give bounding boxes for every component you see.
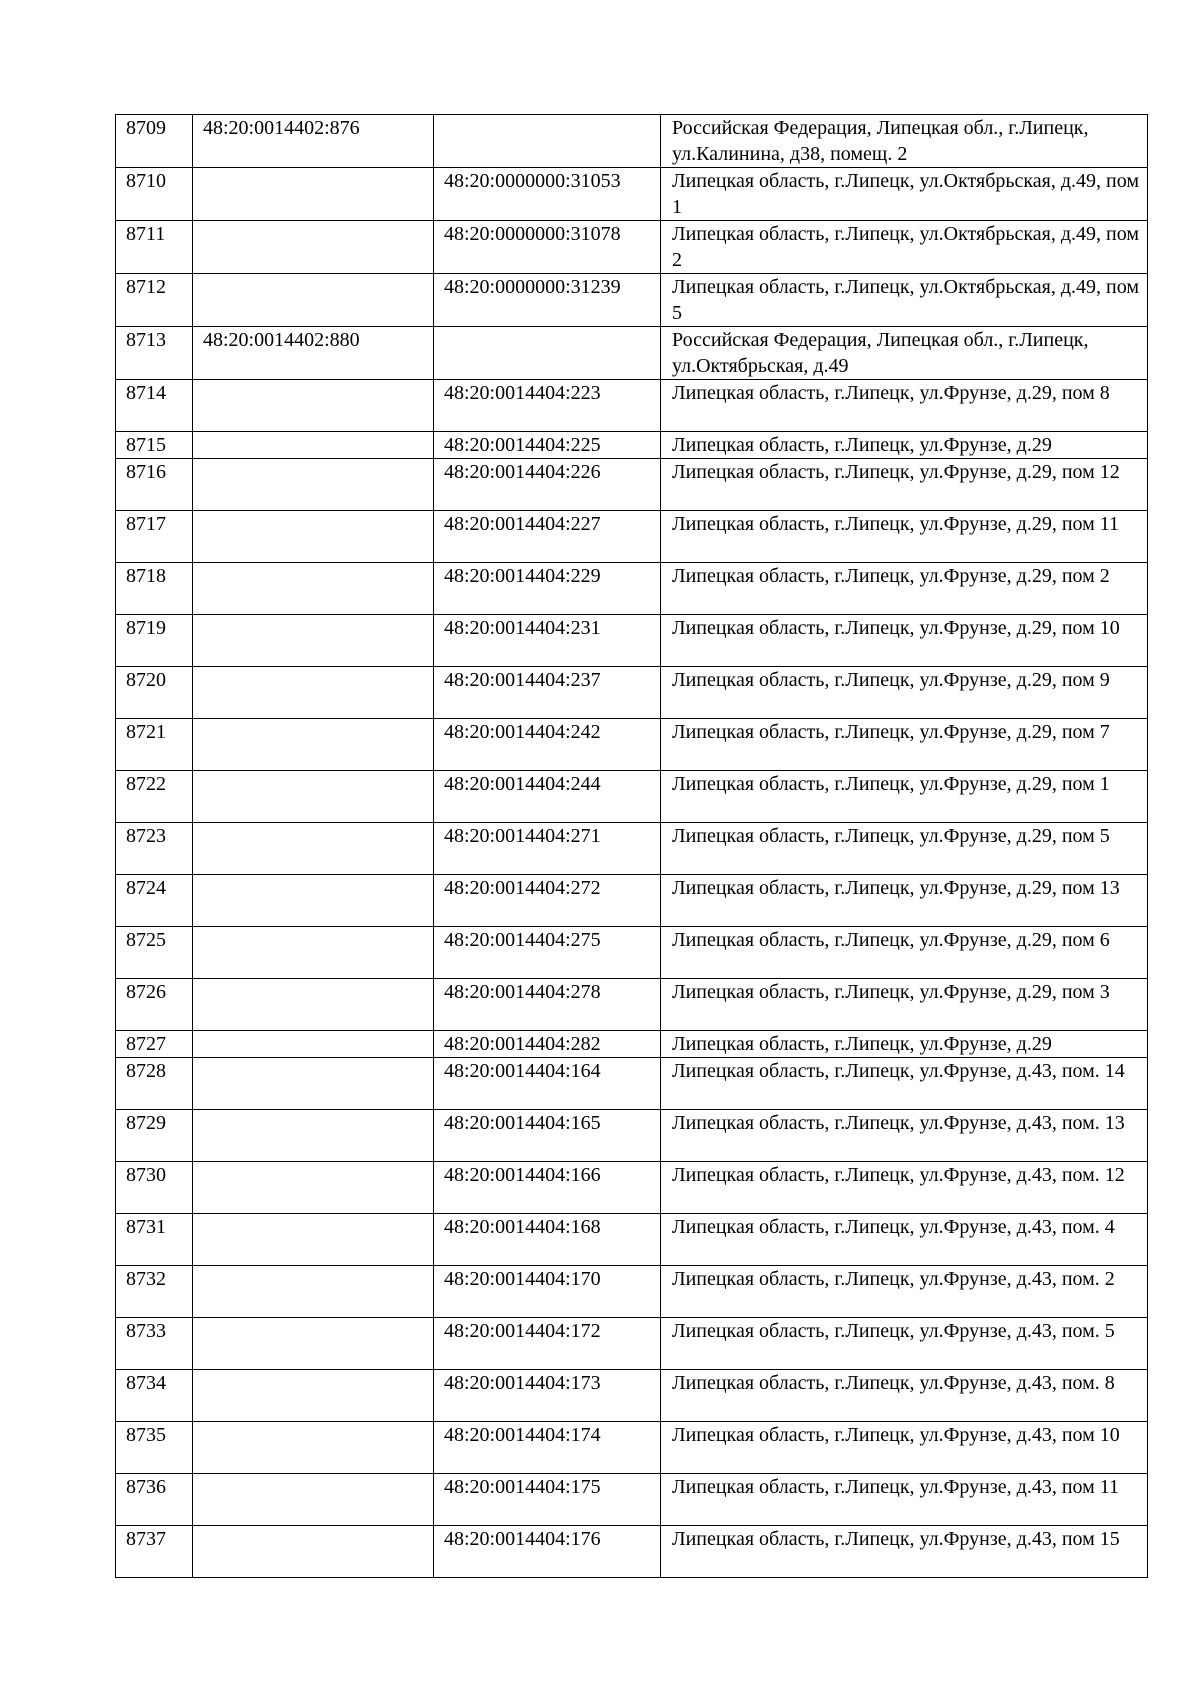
address-cell: Липецкая область, г.Липецк, ул.Октябрьская, д.49, пом 5 xyxy=(661,274,1148,327)
row-number-cell: 8713 xyxy=(116,327,193,380)
cadastral-number-cell xyxy=(193,1031,434,1058)
cadastral-number-alt-cell: 48:20:0014404:225 xyxy=(434,432,661,459)
row-number-cell: 8730 xyxy=(116,1162,193,1214)
cadastral-number-alt-cell: 48:20:0014404:165 xyxy=(434,1110,661,1162)
row-number-cell: 8734 xyxy=(116,1370,193,1422)
table-row xyxy=(116,1370,1148,1422)
row-number-cell: 8726 xyxy=(116,979,193,1031)
cadastral-number-cell xyxy=(193,1370,434,1422)
row-number-cell: 8732 xyxy=(116,1266,193,1318)
table-row xyxy=(116,1058,1148,1110)
cadastral-number-alt-cell: 48:20:0014404:223 xyxy=(434,380,661,432)
table-row xyxy=(116,1318,1148,1370)
cadastral-number-cell xyxy=(193,927,434,979)
cadastral-number-alt-cell: 48:20:0014404:227 xyxy=(434,511,661,563)
address-cell: Липецкая область, г.Липецк, ул.Фрунзе, д.29, пом 2 xyxy=(661,563,1148,615)
cadastral-number-cell: 48:20:0014402:880 xyxy=(193,327,434,380)
row-number-cell: 8731 xyxy=(116,1214,193,1266)
cadastral-number-cell xyxy=(193,719,434,771)
table-row xyxy=(116,979,1148,1031)
address-cell: Липецкая область, г.Липецк, ул.Фрунзе, д.29 xyxy=(661,1031,1148,1058)
cadastral-number-cell xyxy=(193,1162,434,1214)
cadastral-number-cell xyxy=(193,1422,434,1474)
table-row xyxy=(116,327,1148,380)
table-row xyxy=(116,927,1148,979)
row-number-cell: 8716 xyxy=(116,459,193,511)
cadastral-number-cell xyxy=(193,979,434,1031)
cadastral-number-cell xyxy=(193,1214,434,1266)
address-cell: Липецкая область, г.Липецк, ул.Фрунзе, д.43, пом. 4 xyxy=(661,1214,1148,1266)
cadastral-number-cell xyxy=(193,771,434,823)
row-number-cell: 8736 xyxy=(116,1474,193,1526)
cadastral-number-cell xyxy=(193,274,434,327)
row-number-cell: 8737 xyxy=(116,1526,193,1578)
cadastral-number-cell xyxy=(193,511,434,563)
table-row xyxy=(116,511,1148,563)
address-cell: Липецкая область, г.Липецк, ул.Октябрьская, д.49, пом 2 xyxy=(661,221,1148,274)
address-cell: Липецкая область, г.Липецк, ул.Фрунзе, д.29, пом 3 xyxy=(661,979,1148,1031)
cadastral-number-alt-cell: 48:20:0014404:176 xyxy=(434,1526,661,1578)
property-registry-table xyxy=(115,114,1148,1578)
cadastral-number-cell xyxy=(193,380,434,432)
row-number-cell: 8724 xyxy=(116,875,193,927)
cadastral-number-cell xyxy=(193,875,434,927)
address-cell: Липецкая область, г.Липецк, ул.Фрунзе, д.29, пом 10 xyxy=(661,615,1148,667)
cadastral-number-alt-cell: 48:20:0014404:271 xyxy=(434,823,661,875)
cadastral-number-alt-cell: 48:20:0014404:226 xyxy=(434,459,661,511)
cadastral-number-alt-cell: 48:20:0014404:174 xyxy=(434,1422,661,1474)
address-cell: Липецкая область, г.Липецк, ул.Фрунзе, д.29, пом 1 xyxy=(661,771,1148,823)
table-row xyxy=(116,1474,1148,1526)
cadastral-number-cell: 48:20:0014402:876 xyxy=(193,115,434,168)
table-row xyxy=(116,1266,1148,1318)
cadastral-number-alt-cell: 48:20:0014404:272 xyxy=(434,875,661,927)
table-row xyxy=(116,1110,1148,1162)
cadastral-number-cell xyxy=(193,432,434,459)
cadastral-number-alt-cell: 48:20:0014404:275 xyxy=(434,927,661,979)
cadastral-number-cell xyxy=(193,563,434,615)
cadastral-number-alt-cell: 48:20:0014404:229 xyxy=(434,563,661,615)
table-row xyxy=(116,168,1148,221)
address-cell: Липецкая область, г.Липецк, ул.Фрунзе, д.29, пом 8 xyxy=(661,380,1148,432)
address-cell: Липецкая область, г.Липецк, ул.Октябрьская, д.49, пом 1 xyxy=(661,168,1148,221)
cadastral-number-alt-cell xyxy=(434,327,661,380)
table-row xyxy=(116,667,1148,719)
address-cell: Липецкая область, г.Липецк, ул.Фрунзе, д.43, пом. 8 xyxy=(661,1370,1148,1422)
table-row xyxy=(116,1422,1148,1474)
row-number-cell: 8722 xyxy=(116,771,193,823)
cadastral-number-alt-cell: 48:20:0000000:31239 xyxy=(434,274,661,327)
row-number-cell: 8709 xyxy=(116,115,193,168)
cadastral-number-alt-cell: 48:20:0014404:164 xyxy=(434,1058,661,1110)
table-row xyxy=(116,875,1148,927)
address-cell: Липецкая область, г.Липецк, ул.Фрунзе, д.43, пом 10 xyxy=(661,1422,1148,1474)
table-row xyxy=(116,823,1148,875)
row-number-cell: 8729 xyxy=(116,1110,193,1162)
registry-table-body xyxy=(116,115,1148,1578)
table-row xyxy=(116,1526,1148,1578)
table-row xyxy=(116,719,1148,771)
table-row xyxy=(116,432,1148,459)
cadastral-number-alt-cell: 48:20:0014404:166 xyxy=(434,1162,661,1214)
row-number-cell: 8728 xyxy=(116,1058,193,1110)
cadastral-number-cell xyxy=(193,1526,434,1578)
cadastral-number-alt-cell: 48:20:0014404:282 xyxy=(434,1031,661,1058)
table-row xyxy=(116,459,1148,511)
cadastral-number-cell xyxy=(193,1474,434,1526)
address-cell: Российская Федерация, Липецкая обл., г.Липецк, ул.Октябрьская, д.49 xyxy=(661,327,1148,380)
address-cell: Липецкая область, г.Липецк, ул.Фрунзе, д.43, пом. 14 xyxy=(661,1058,1148,1110)
address-cell: Липецкая область, г.Липецк, ул.Фрунзе, д.43, пом 11 xyxy=(661,1474,1148,1526)
row-number-cell: 8727 xyxy=(116,1031,193,1058)
row-number-cell: 8718 xyxy=(116,563,193,615)
address-cell: Липецкая область, г.Липецк, ул.Фрунзе, д.43, пом. 13 xyxy=(661,1110,1148,1162)
cadastral-number-alt-cell: 48:20:0000000:31078 xyxy=(434,221,661,274)
table-row xyxy=(116,1031,1148,1058)
table-row xyxy=(116,380,1148,432)
row-number-cell: 8714 xyxy=(116,380,193,432)
address-cell: Липецкая область, г.Липецк, ул.Фрунзе, д.29, пом 12 xyxy=(661,459,1148,511)
cadastral-number-cell xyxy=(193,221,434,274)
cadastral-number-alt-cell: 48:20:0014404:231 xyxy=(434,615,661,667)
cadastral-number-cell xyxy=(193,1058,434,1110)
row-number-cell: 8710 xyxy=(116,168,193,221)
cadastral-number-alt-cell: 48:20:0000000:31053 xyxy=(434,168,661,221)
address-cell: Липецкая область, г.Липецк, ул.Фрунзе, д.29, пом 5 xyxy=(661,823,1148,875)
table-row xyxy=(116,615,1148,667)
cadastral-number-cell xyxy=(193,667,434,719)
cadastral-number-alt-cell: 48:20:0014404:168 xyxy=(434,1214,661,1266)
cadastral-number-alt-cell: 48:20:0014404:170 xyxy=(434,1266,661,1318)
address-cell: Липецкая область, г.Липецк, ул.Фрунзе, д.29 xyxy=(661,432,1148,459)
row-number-cell: 8720 xyxy=(116,667,193,719)
address-cell: Липецкая область, г.Липецк, ул.Фрунзе, д.43, пом. 12 xyxy=(661,1162,1148,1214)
address-cell: Липецкая область, г.Липецк, ул.Фрунзе, д.29, пом 7 xyxy=(661,719,1148,771)
row-number-cell: 8712 xyxy=(116,274,193,327)
table-row xyxy=(116,1162,1148,1214)
address-cell: Липецкая область, г.Липецк, ул.Фрунзе, д.29, пом 11 xyxy=(661,511,1148,563)
table-row xyxy=(116,771,1148,823)
row-number-cell: 8717 xyxy=(116,511,193,563)
row-number-cell: 8735 xyxy=(116,1422,193,1474)
address-cell: Липецкая область, г.Липецк, ул.Фрунзе, д.43, пом. 5 xyxy=(661,1318,1148,1370)
cadastral-number-cell xyxy=(193,459,434,511)
table-row xyxy=(116,221,1148,274)
table-row xyxy=(116,115,1148,168)
cadastral-number-alt-cell xyxy=(434,115,661,168)
row-number-cell: 8711 xyxy=(116,221,193,274)
cadastral-number-alt-cell: 48:20:0014404:172 xyxy=(434,1318,661,1370)
cadastral-number-cell xyxy=(193,823,434,875)
address-cell: Липецкая область, г.Липецк, ул.Фрунзе, д.43, пом 15 xyxy=(661,1526,1148,1578)
address-cell: Липецкая область, г.Липецк, ул.Фрунзе, д.29, пом 13 xyxy=(661,875,1148,927)
cadastral-number-alt-cell: 48:20:0014404:237 xyxy=(434,667,661,719)
cadastral-number-cell xyxy=(193,1266,434,1318)
row-number-cell: 8723 xyxy=(116,823,193,875)
row-number-cell: 8719 xyxy=(116,615,193,667)
cadastral-number-alt-cell: 48:20:0014404:175 xyxy=(434,1474,661,1526)
cadastral-number-alt-cell: 48:20:0014404:173 xyxy=(434,1370,661,1422)
table-row xyxy=(116,274,1148,327)
address-cell: Липецкая область, г.Липецк, ул.Фрунзе, д.43, пом. 2 xyxy=(661,1266,1148,1318)
cadastral-number-cell xyxy=(193,1110,434,1162)
address-cell: Липецкая область, г.Липецк, ул.Фрунзе, д.29, пом 9 xyxy=(661,667,1148,719)
row-number-cell: 8733 xyxy=(116,1318,193,1370)
row-number-cell: 8715 xyxy=(116,432,193,459)
address-cell: Липецкая область, г.Липецк, ул.Фрунзе, д.29, пом 6 xyxy=(661,927,1148,979)
table-row xyxy=(116,563,1148,615)
cadastral-number-cell xyxy=(193,168,434,221)
cadastral-number-alt-cell: 48:20:0014404:278 xyxy=(434,979,661,1031)
table-row xyxy=(116,1214,1148,1266)
address-cell: Российская Федерация, Липецкая обл., г.Липецк, ул.Калинина, д38, помещ. 2 xyxy=(661,115,1148,168)
cadastral-number-cell xyxy=(193,615,434,667)
cadastral-number-alt-cell: 48:20:0014404:242 xyxy=(434,719,661,771)
cadastral-number-cell xyxy=(193,1318,434,1370)
row-number-cell: 8721 xyxy=(116,719,193,771)
row-number-cell: 8725 xyxy=(116,927,193,979)
cadastral-number-alt-cell: 48:20:0014404:244 xyxy=(434,771,661,823)
